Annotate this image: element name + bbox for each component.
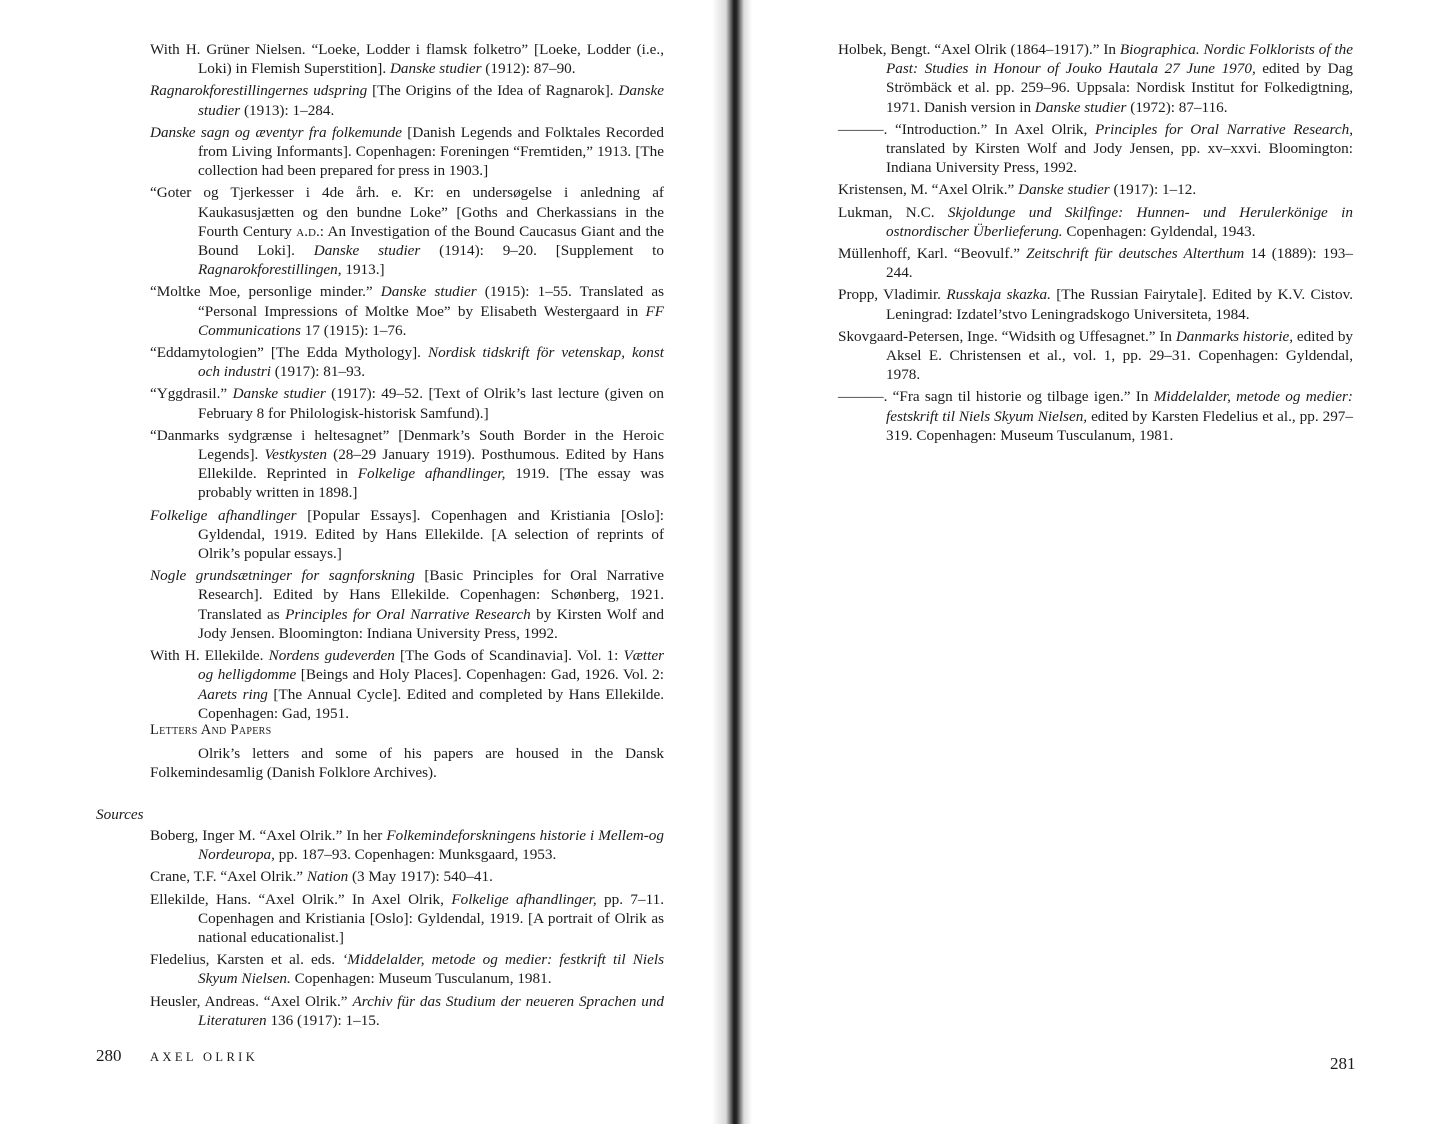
entry-text: Heusler, Andreas. “Axel Olrik.” xyxy=(150,992,353,1010)
entry-text: 1919. [The essay was probably written in 1898.] xyxy=(198,465,664,502)
entry-title-text: Danske sagn og æventyr fra folkemunde xyxy=(150,123,402,141)
running-head: AXEL OLRIK xyxy=(150,1050,259,1064)
entry-text: edited by Karsten Fledelius et al., pp. 297–319. Copenhagen: Museum Tusculanum, 1981. xyxy=(886,407,1353,444)
entry-title-text: Nogle grundsætninger for sagnforskning xyxy=(150,567,415,585)
entry-title-text: Principles for Oral Narrative Research, xyxy=(1094,120,1353,138)
entry-text: (1917): 81–93. xyxy=(271,363,366,381)
entry-title-text: Skjoldunge und Skilfinge: Hunnen- und Herulerkönige in ostnordischer Überlieferung. xyxy=(886,203,1353,240)
entry-title-text: Vestkysten xyxy=(264,446,327,464)
entry-text: [The Annual Cycle]. Edited and completed by Hans Ellekilde. Copenhagen: Gad, 1951. xyxy=(198,685,665,722)
entry-text: [Popular Essays]. Copenhagen and Kristiania [Oslo]: Gyldendal, 1919. Edited by Hans Ellekilde. [A selection of reprints of Olrik’s popular essays.] xyxy=(198,506,664,563)
entry-text: Kristensen, M. “Axel Olrik.” xyxy=(838,181,1019,199)
entry-text: a.d. xyxy=(296,222,320,240)
entry-text: pp. 187–93. Copenhagen: Munksgaard, 1953. xyxy=(274,846,557,864)
entry-title-text: Folkelige afhandlinger xyxy=(150,506,297,524)
bibliography-entry xyxy=(150,183,664,279)
page-number-right: 281 xyxy=(1330,1054,1356,1073)
entry-title-text: FF Communications xyxy=(198,302,664,339)
bibliography-entry xyxy=(838,203,1353,241)
bibliography-entry xyxy=(150,506,664,564)
letters-and-papers-heading: Letters And Papers xyxy=(150,722,272,738)
entry-text: (1913): 1–284. xyxy=(240,101,335,119)
bibliography-entry xyxy=(150,950,664,988)
bibliography-entry xyxy=(150,890,664,948)
entry-text: Boberg, Inger M. “Axel Olrik.” In her xyxy=(150,827,387,844)
entry-title-text: Biographica. Nordic Folklorists of the Past: Studies in Honour of Jouko Hautala 27 June 1970, xyxy=(886,41,1353,78)
entry-text: pp. 7–11. Copenhagen and Kristiania [Oslo]: Gyldendal, 1919. [A portrait of Olrik as national educationalist.] xyxy=(198,890,664,947)
bibliography-entry xyxy=(150,81,664,119)
entry-title-text: Folkelige afhandlinger, xyxy=(357,465,506,483)
entry-text: Skovgaard-Petersen, Inge. “Widsith og Uffesagnet.” In xyxy=(838,327,1176,345)
bibliography-entry xyxy=(838,40,1353,117)
entry-text: edited by Dag Strömbäck et al. pp. 259–96. Uppsala: Nordisk Institut for Folkedigtning, 1971. Danish version in xyxy=(886,60,1353,116)
entry-text: Propp, Vladimir. xyxy=(838,286,947,304)
entry-text: 1913.] xyxy=(341,261,385,279)
entry-text: “Moltke Moe, personlige minder.” xyxy=(150,283,381,301)
entry-title-text: Archiv für das Studium der neueren Sprachen und Literaturen xyxy=(198,992,665,1029)
entry-title-text: Nation xyxy=(306,868,349,886)
entry-title-text: Russkaja skazka. xyxy=(946,286,1051,304)
entry-title-text: Danske studier xyxy=(198,82,665,119)
entry-text: [The Origins of the Idea of Ragnarok]. xyxy=(367,82,619,100)
bibliography-entry xyxy=(150,40,664,78)
bibliography-entry xyxy=(150,646,664,723)
entry-text: 17 (1915): 1–76. xyxy=(300,321,407,339)
entry-text: [Basic Principles for Oral Narrative Research]. Edited by Hans Ellekilde. Copenhagen: Schønberg, 1921. Translated as xyxy=(198,567,664,623)
bibliography-entry xyxy=(150,867,664,886)
entry-text: “Danmarks sydgrænse i heltesagnet” [Denmark’s South Border in the Heroic Legends]. xyxy=(150,426,664,464)
bibliography-entry xyxy=(838,244,1353,282)
entry-text: [The Gods of Scandinavia]. Vol. 1: xyxy=(394,647,624,665)
bibliography-entry xyxy=(838,327,1353,385)
entry-text: (1915): 1–55. Translated as “Personal Impressions of Moltke Moe” by Elisabeth Westergaard in xyxy=(198,283,664,320)
entry-text: (1914): 9–20. [Supplement to xyxy=(420,242,664,260)
entry-text: : An Investigation of the Bound Caucasus Giant and the Bound Loki]. xyxy=(198,222,664,260)
entry-text: Fledelius, Karsten et al. eds. xyxy=(150,951,343,969)
entry-text: edited by Aksel E. Christensen et al., vol. 1, pp. 29–31. Copenhagen: Gyldendal, 1978. xyxy=(886,327,1354,384)
entry-title-text: Aarets ring xyxy=(198,685,268,703)
entry-text: 136 (1917): 1–15. xyxy=(266,1011,380,1029)
entry-text: ———. “Fra sagn til historie og tilbage igen.” In xyxy=(838,388,1154,406)
entry-text: [Danish Legends and Folktales Recorded from Living Informants]. Copenhagen: Foreningen “Fremtiden,” 1913. [The collection had been prepared for press in 1903.] xyxy=(198,123,665,180)
entry-text: With H. Grüner Nielsen. “Loeke, Lodder i flamsk folketro” [Loeke, Lodder (i.e., Loki) in Flemish Superstition]. xyxy=(150,41,664,78)
bibliography-entry xyxy=(150,123,664,181)
entry-text: “Goter og Tjerkesser i 4de årh. e. Kr: en undersøgelse i anledning af Kaukasusjætten og den bundne Loke” [Goths and Cherkassians in the Fourth Century xyxy=(150,184,664,240)
bibliography-entry xyxy=(150,566,664,643)
entry-text: (28–29 January 1919). Posthumous. Edited by Hans Ellekilde. Reprinted in xyxy=(198,446,664,483)
entry-title-text: Danske studier xyxy=(1018,181,1110,199)
entry-text: “Eddamytologien” [The Edda Mythology]. xyxy=(150,344,428,362)
entry-text: Ellekilde, Hans. “Axel Olrik.” In Axel Olrik, xyxy=(150,890,452,908)
entry-text: “Yggdrasil.” xyxy=(150,385,233,403)
bibliography-entry xyxy=(838,285,1353,323)
entry-title-text: Principles for Oral Narrative Research xyxy=(285,605,531,623)
entry-title-text: Nordisk tidskrift för vetenskap, konst och industri xyxy=(198,344,664,381)
entry-text: [Beings and Holy Places]. Copenhagen: Gad, 1926. Vol. 2: xyxy=(296,666,664,684)
entry-title-text: Danske studier xyxy=(389,60,482,78)
entry-title-text: Danske studier xyxy=(1034,98,1127,116)
letters-and-papers-text: Olrik’s letters and some of his papers are housed in the Dansk Folkemindesamlig (Danish Folklore Archives). xyxy=(150,745,664,782)
entry-text: (1917): 49–52. [Text of Olrik’s last lecture (given on February 8 for Philologisk-historisk Samfund).] xyxy=(198,385,664,422)
bibliography-works-list xyxy=(150,40,664,726)
entry-text: (1917): 1–12. xyxy=(1109,181,1197,199)
entry-title-text: Danske studier xyxy=(313,242,421,260)
entry-title-text: ‘Middelalder, metode og medier: festkrift til Niels Skyum Nielsen. xyxy=(198,951,664,988)
entry-text: Müllenhoff, Karl. “Beovulf.” xyxy=(838,245,1027,263)
entry-text: translated by Kirsten Wolf and Jody Jensen, pp. xv–xxvi. Bloomington: Indiana University Press, 1992. xyxy=(886,140,1353,177)
entry-text: ———. “Introduction.” In Axel Olrik, xyxy=(838,120,1095,138)
entry-title-text: Folkemindeforskningens historie i Mellem-og Nordeuropa, xyxy=(198,827,664,864)
sources-list xyxy=(150,826,664,1033)
entry-text: With H. Ellekilde. xyxy=(150,647,269,665)
entry-text: Copenhagen: Museum Tusculanum, 1981. xyxy=(290,970,552,988)
entry-title-text: Middelalder, metode og medier: festskrift til Niels Skyum Nielsen, xyxy=(886,388,1353,425)
bibliography-entry xyxy=(150,282,664,340)
book-gutter xyxy=(712,0,752,1124)
bibliography-entry xyxy=(838,120,1353,178)
entry-title-text: Ragnarokforestillingen, xyxy=(198,261,342,279)
entry-text: Crane, T.F. “Axel Olrik.” xyxy=(150,868,307,886)
entry-text: 14 (1889): 193–244. xyxy=(886,245,1353,282)
entry-text: by Kirsten Wolf and Jody Jensen. Bloomington: Indiana University Press, 1992. xyxy=(198,605,664,642)
page-number-left: 280 xyxy=(96,1046,122,1065)
entry-title-text: Ragnarokforestillingernes udspring xyxy=(150,82,368,100)
entry-text: Lukman, N.C. xyxy=(838,203,948,221)
bibliography-entry xyxy=(838,180,1353,199)
entry-title-text: Zeitschrift für deutsches Alterthum xyxy=(1026,245,1245,263)
entry-text: (1912): 87–90. xyxy=(481,60,576,78)
bibliography-entry xyxy=(150,384,664,422)
entry-title-text: Danske studier xyxy=(232,385,326,403)
bibliography-entry xyxy=(150,992,664,1030)
entry-text: Copenhagen: Gyldendal, 1943. xyxy=(1062,222,1256,240)
entry-text: (3 May 1917): 540–41. xyxy=(348,868,493,886)
entry-text: [The Russian Fairytale]. Edited by K.V. Cistov. Leningrad: Izdatel’stvo Leningradskogo Universiteta, 1984. xyxy=(886,286,1353,323)
entry-text: Holbek, Bengt. “Axel Olrik (1864–1917).” In xyxy=(838,41,1120,58)
entry-title-text: Vætter og helligdomme xyxy=(198,647,664,684)
bibliography-entry xyxy=(838,387,1353,445)
bibliography-entry xyxy=(150,426,664,503)
bibliography-entry xyxy=(150,343,664,381)
entry-text: (1972): 87–116. xyxy=(1126,98,1228,116)
sources-label: Sources xyxy=(96,806,144,823)
entry-title-text: Danske studier xyxy=(380,283,477,301)
entry-title-text: Danmarks historie, xyxy=(1175,327,1294,345)
entry-title-text: Nordens gudeverden xyxy=(268,647,395,665)
bibliography-entry xyxy=(150,826,664,864)
bibliography-sources-continued-list xyxy=(838,40,1353,448)
entry-title-text: Folkelige afhandlinger, xyxy=(451,890,597,908)
